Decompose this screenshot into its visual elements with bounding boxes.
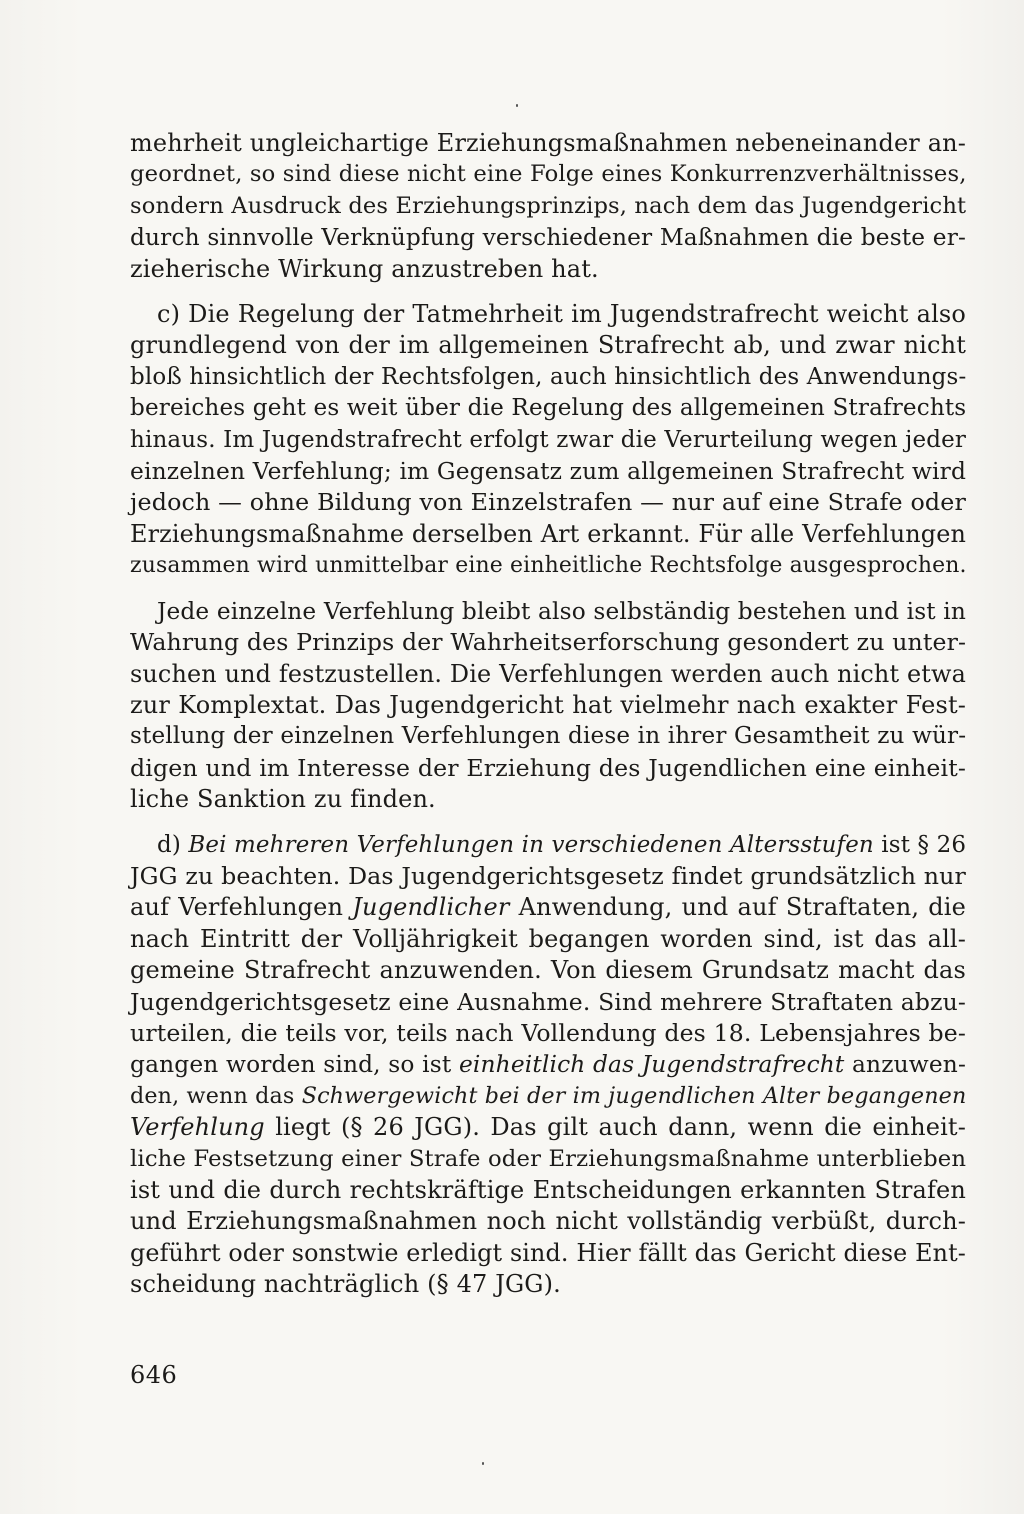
text-line	[130, 1112, 966, 1143]
emphasis-text: Jugendlicher	[352, 893, 510, 922]
text-line	[130, 128, 966, 159]
text-segment: und Erziehungsmaßnahmen noch nicht vollständig verbüßt, durch-	[130, 1207, 966, 1236]
text-line	[130, 830, 966, 861]
text-line	[130, 299, 966, 330]
emphasis-text: Bei mehreren Verfehlungen in verschiedenen Altersstufen	[188, 831, 874, 858]
text-segment: Jede einzelne Verfehlung bleibt also selbständig bestehen und ist in	[157, 597, 967, 625]
text-segment: Jugendgerichtsgesetz eine Ausnahme. Sind mehrere Straftaten abzu-	[130, 987, 966, 1016]
text-line	[130, 254, 966, 285]
text-line	[130, 519, 966, 550]
text-segment: auf Verfehlungen	[130, 893, 353, 922]
text-segment: durch sinnvolle Verknüpfung verschiedener Maßnahmen die beste er-	[130, 224, 966, 252]
emphasis-text: einheitlich das Jugendstrafrecht	[458, 1051, 845, 1079]
text-line	[130, 1206, 966, 1237]
text-line	[130, 753, 966, 784]
text-line	[130, 393, 966, 424]
text-line	[130, 1144, 966, 1175]
text-segment: bloß hinsichtlich der Rechtsfolgen, auch hinsichtlich des Anwendungs-	[130, 363, 967, 390]
text-line	[130, 659, 966, 690]
text-line	[130, 456, 966, 487]
paragraph	[130, 299, 966, 582]
text-segment: geführt oder sonstwie erledigt sind. Hier fällt das Gericht diese Ent-	[130, 1238, 966, 1267]
emphasis-text: Verfehlung	[130, 1113, 265, 1142]
text-segment: urteilen, die teils vor, teils nach Vollendung des 18. Lebensjahres be-	[130, 1018, 966, 1047]
paragraph	[130, 830, 966, 1301]
text-segment: sondern Ausdruck des Erziehungsprinzips, nach dem das Jugendgericht	[130, 192, 967, 219]
text-line	[130, 159, 966, 190]
text-segment: zusammen wird unmittelbar eine einheitliche Rechtsfolge ausgesprochen.	[130, 553, 967, 579]
print-speck	[516, 104, 518, 107]
text-segment: Wahrung des Prinzips der Wahrheitserforschung gesondert zu unter-	[130, 628, 967, 657]
text-line	[130, 784, 966, 815]
text-segment: zieherische Wirkung anzustreben hat.	[130, 254, 599, 283]
text-line	[130, 191, 966, 222]
text-segment: geordnet, so sind diese nicht eine Folge eines Konkurrenzverhältnisses,	[130, 161, 967, 188]
text-line	[130, 1018, 966, 1049]
paragraph	[130, 128, 966, 285]
text-segment: ist und die durch rechtskräftige Entscheidungen erkannten Strafen	[130, 1176, 966, 1204]
text-line	[130, 892, 966, 923]
text-segment: ist § 26	[873, 831, 967, 858]
text-line	[130, 721, 966, 752]
text-segment: JGG zu beachten. Das Jugendgerichtsgesetz findet grundsätzlich nur	[130, 861, 966, 890]
text-segment: stellung der einzelnen Verfehlungen diese in ihrer Gesamtheit zu wür-	[130, 723, 967, 750]
text-segment: liche Sanktion zu finden.	[130, 785, 436, 814]
text-segment: suchen und festzustellen. Die Verfehlungen werden auch nicht etwa	[130, 659, 966, 688]
text-line	[130, 362, 966, 393]
text-segment: d)	[157, 831, 189, 858]
text-segment: nach Eintritt der Volljährigkeit begangen worden sind, ist das all-	[130, 924, 966, 953]
text-segment: anzuwen-	[844, 1051, 966, 1079]
text-line	[130, 596, 966, 627]
text-segment: den, wenn das	[130, 1082, 302, 1109]
text-segment: mehrheit ungleichartige Erziehungsmaßnahmen nebeneinander an-	[130, 129, 966, 157]
text-line	[130, 690, 966, 721]
page-number: 646	[130, 1361, 178, 1389]
text-segment: Erziehungsmaßnahme derselben Art erkannt. Für alle Verfehlungen	[130, 519, 966, 548]
body-text	[130, 128, 966, 1315]
text-line	[130, 487, 966, 518]
text-line	[130, 861, 966, 892]
text-segment: jedoch — ohne Bildung von Einzelstrafen — nur auf eine Strafe oder	[130, 488, 966, 517]
print-speck	[482, 1462, 484, 1465]
text-line	[130, 924, 966, 955]
text-line	[130, 1049, 966, 1080]
text-line	[130, 987, 966, 1018]
text-segment: gemeine Strafrecht anzuwenden. Von diesem Grundsatz macht das	[130, 956, 966, 985]
text-line	[130, 955, 966, 986]
text-segment: einzelnen Verfehlung; im Gegensatz zum allgemeinen Strafrecht wird	[130, 457, 967, 486]
text-line	[130, 425, 966, 456]
emphasis-text: Schwergewicht bei der im jugendlichen Alter begangenen	[301, 1082, 967, 1109]
text-line	[130, 330, 966, 361]
text-line	[130, 1238, 966, 1269]
text-segment: digen und im Interesse der Erziehung des Jugendlichen eine einheit-	[130, 753, 966, 782]
text-segment: bereiches geht es weit über die Regelung des allgemeinen Strafrechts	[130, 395, 967, 422]
text-segment: zur Komplextat. Das Jugendgericht hat vielmehr nach exakter Fest-	[130, 690, 966, 719]
text-segment: Anwendung, und auf Straftaten, die	[509, 893, 966, 922]
text-line	[130, 222, 966, 253]
text-segment: liegt (§ 26 JGG). Das gilt auch dann, wenn die einheit-	[264, 1113, 966, 1142]
text-segment: liche Festsetzung einer Strafe oder Erziehungsmaßnahme unterblieben	[130, 1145, 967, 1172]
text-line	[130, 1175, 966, 1206]
text-segment: scheidung nachträglich (§ 47 JGG).	[130, 1270, 561, 1299]
text-line	[130, 1081, 966, 1112]
text-line	[130, 550, 966, 581]
text-segment: hinaus. Im Jugendstrafrecht erfolgt zwar die Verurteilung wegen jeder	[130, 426, 966, 453]
text-segment: grundlegend von der im allgemeinen Strafrecht ab, und zwar nicht	[130, 331, 966, 360]
text-line	[130, 1269, 966, 1300]
paragraph	[130, 596, 966, 816]
text-segment: c) Die Regelung der Tatmehrheit im Jugendstrafrecht weicht also	[157, 300, 966, 329]
text-segment: gangen worden sind, so ist	[130, 1051, 459, 1079]
text-line	[130, 627, 966, 658]
